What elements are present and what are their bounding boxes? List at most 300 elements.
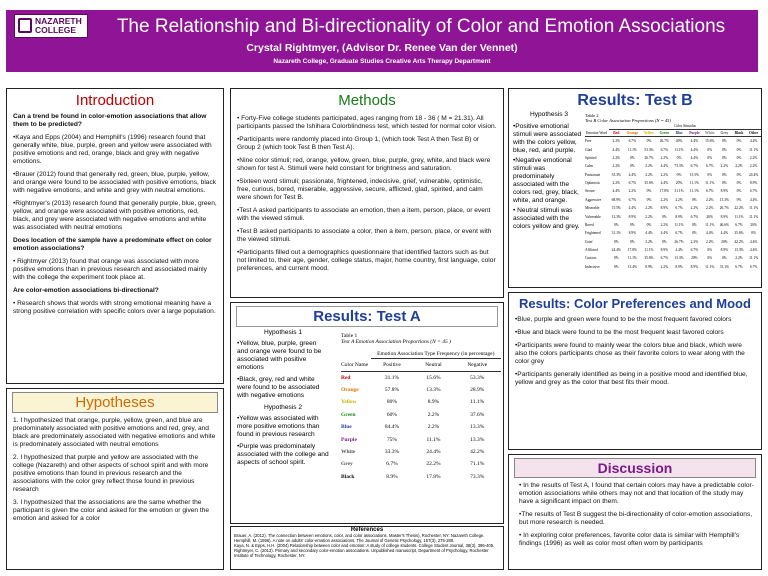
methods-item: •Sixteen word stimuli; passionate, frightened, indecisive, grief, vulnerable, optimistic, free, curious, bored, miserable, aggressive, secure, afflicted, glad, spirited, and calm were shown for Test B. <box>237 178 483 201</box>
hypotheses-panel <box>6 388 224 570</box>
poster-authors: Crystal Rightmyer, (Advisor Dr. Renee Van der Vennet) <box>246 42 518 54</box>
table-2-cell: 4.4% <box>645 231 653 236</box>
table-1-label: Table 1 <box>341 333 358 339</box>
preferences-item: •Blue, purple and green were found to be the most frequent favored colors <box>515 316 732 323</box>
results-b-title: Results: Test B <box>577 92 693 109</box>
table-2-cell: 11.1% <box>749 206 759 211</box>
table-1-cell: 8.9% <box>386 473 398 480</box>
table-2-cell: 13.3% <box>611 214 621 219</box>
table-1-cell: 28.9% <box>470 387 485 394</box>
table-2-cell: 13.3% <box>674 256 684 261</box>
table-1-cell: 84.4% <box>384 424 400 431</box>
table-2-cell: 20% <box>706 214 714 219</box>
emotion-word-cell: Miserable <box>585 206 600 211</box>
table-2-cell: 2.2% <box>612 181 621 186</box>
table-2-cell: 11.1% <box>689 189 699 194</box>
table-2-cell: 11.1% <box>749 256 759 261</box>
color-name-cell: Black <box>341 473 355 480</box>
table-2-cell: 6.7% <box>735 222 743 227</box>
table-2-color-header: Purple <box>689 131 700 135</box>
table-2-cell: 0% <box>736 197 742 202</box>
table-1-header: Positive <box>383 361 401 368</box>
table-2-cell: 6.7% <box>749 189 758 194</box>
table-1-row <box>341 396 501 408</box>
table-2-cell: 26.7% <box>659 139 669 144</box>
emotion-word-cell: Indecisive <box>585 264 600 269</box>
table-2-cell: 17.8% <box>627 248 638 253</box>
table-1-row <box>341 471 501 483</box>
table-2-cell: 6.7% <box>675 231 683 236</box>
table-2-cell: 0% <box>691 197 697 202</box>
table-2-caption: Test B Color Association Proportions (N = 45) <box>585 118 672 123</box>
table-2-cell: 8.9% <box>749 181 758 186</box>
emotion-word-cell: Calm <box>585 164 593 169</box>
methods-panel <box>230 88 504 298</box>
table-2-row <box>585 263 761 271</box>
hypothesis-1-label: Hypothesis 1 <box>263 329 303 336</box>
table-2-cell: 6.7% <box>690 214 699 219</box>
table-1-row <box>341 384 501 396</box>
results-a-title: Results: Test A <box>313 308 421 325</box>
table-1-cell: 42.2% <box>470 448 485 455</box>
table-2-cell: 31.1% <box>611 231 621 236</box>
table-2-cell: 6.7% <box>735 264 743 269</box>
table-2-row <box>585 137 761 146</box>
table-1-cell: 75% <box>386 436 398 443</box>
table-2-cell: 20% <box>750 222 757 227</box>
emotion-word-cell: Aggressive <box>585 197 602 202</box>
table-2-cell: 8.9% <box>645 264 653 269</box>
table-2-cell: 35.6% <box>644 256 654 261</box>
color-name-cell: Blue <box>341 424 352 431</box>
table-1-caption: Test A Emotion Association Proportions (N = 45 ) <box>341 339 451 345</box>
table-2-cell: 4.4% <box>749 139 758 144</box>
table-2-cell: 0% <box>736 181 742 186</box>
table-2-cell: 0% <box>661 214 667 219</box>
table-2-cell: 40% <box>675 139 683 144</box>
table-2-cell: 8.9% <box>720 189 729 194</box>
table-1-cell: 11.1% <box>470 399 485 406</box>
table-2-cell: 2.2% <box>749 164 758 169</box>
table-2-cell: 6.7% <box>628 139 637 144</box>
table-2-cell: 8.9% <box>628 231 637 236</box>
table-2-cell: 0% <box>629 164 635 169</box>
table-1-row <box>341 446 501 458</box>
table-2-color-header: Grey <box>720 131 729 135</box>
results-b-text: •Negative emotional stimuli was predominately associated with the colors red, grey, black, white, and orange. <box>513 157 579 204</box>
table-2-cell: 0% <box>613 239 619 244</box>
table-1-cell: 17.8% <box>426 473 441 480</box>
table-2-cell: 2.2% <box>690 206 699 211</box>
table-2-row <box>585 254 761 262</box>
hypothesis-item: 3. I hypothesized that the associations are the same whether the participant is given the color and asked for the emotion or given the emotion and asked for a color <box>13 499 210 522</box>
table-2-row-header: Emotion Word <box>586 130 608 135</box>
table-2-body <box>585 137 761 272</box>
table-2-cell: 4.4% <box>749 197 758 202</box>
methods-item: •Nine color stimuli; red, orange, yellow, green, blue, purple, grey, white, and black were shown for test A. Stimuli were held constant for brightness and saturation. <box>237 157 491 172</box>
methods-title: Methods <box>338 92 396 109</box>
table-2-cell: 11.1% <box>749 147 759 152</box>
table-2-row <box>585 246 761 254</box>
intro-paragraph: • Research shows that words with strong emotional meaning have a strong positive correlation with specific colors over a large population. <box>13 300 216 315</box>
table-2-cell: 0% <box>722 147 727 152</box>
table-2-cell: 2.2% <box>645 164 653 169</box>
table-1-row <box>341 433 501 445</box>
table-2-cell: 15.6% <box>705 139 715 144</box>
table-1-cell: 53.3% <box>470 374 485 381</box>
emotion-word-cell: Spirited <box>585 155 597 160</box>
table-1 <box>341 333 501 483</box>
table-2-cell: 0% <box>676 155 682 160</box>
color-name-cell: Red <box>341 374 351 381</box>
hypothesis-3-label: Hypothesis 3 <box>529 111 569 118</box>
emotion-word-cell: Bored <box>585 222 594 227</box>
table-2-cell: 4.4% <box>749 248 758 253</box>
results-b-text: • Neutral stimuli was associated with the colors yellow and grey. <box>513 207 580 230</box>
table-2-cell: 11.1% <box>627 147 637 152</box>
methods-item: • Forty-Five college students participated, ages ranging from 18 - 36 ( M = 21.31). All participants passed the Ishihara Colorblindness test, which tested for normal color vision. <box>237 115 497 130</box>
table-2-color-header: Black <box>734 131 744 135</box>
table-2-color-header: White <box>705 131 715 135</box>
table-2-cell: 4.4% <box>612 189 621 194</box>
table-2-cell: 4.4% <box>690 147 699 152</box>
college-logo <box>14 14 88 38</box>
discussion-panel <box>508 454 762 570</box>
preferences-item: •Blue and black were found to be the most frequent least favored colors <box>515 329 724 336</box>
color-name-cell: White <box>341 448 356 455</box>
emotion-word-cell: Glad <box>585 147 592 152</box>
table-2-cell: 8.9% <box>660 248 669 253</box>
table-2-cell: 0% <box>736 189 742 194</box>
methods-item: •Test B asked participants to associate a color, then a item, person, place, or event with the viewed stimuli. <box>237 228 492 243</box>
table-2-cell: 8.9% <box>675 214 683 219</box>
methods-item: •Participants filled out a demographics questionnaire that identified factors such as but not limited to, their age, gender, college status, major, home country, first language, color preferences, and current mood. <box>237 249 496 272</box>
table-2-cell: 6.7% <box>660 147 669 152</box>
table-1-header: Neutral <box>425 361 442 368</box>
table-1-cell: 22.2% <box>426 461 441 468</box>
table-2-cell: 68.9% <box>611 197 621 202</box>
reference-item: Rightmyer, C. (2013). Primary and secondary color-emotion associations. Unpublished manuscript, Department of Psychology, Rochester Institute of Technology, Rochester, NY. <box>234 548 489 558</box>
table-2-cell: 8.9% <box>660 206 669 211</box>
table-2-cell: 20% <box>675 181 683 186</box>
table-2-cell: 2.2% <box>612 155 621 160</box>
table-2-cell: 0% <box>629 155 635 160</box>
table-2-cell: 53.3% <box>611 172 621 177</box>
table-2-cell: 6.7% <box>628 197 637 202</box>
table-2-cell: 2.2% <box>690 239 699 244</box>
table-2-cell: 0% <box>646 197 652 202</box>
table-2-cell: 4.4% <box>628 206 637 211</box>
references-title: References <box>350 527 384 533</box>
table-2-cell: 15.5% <box>611 206 621 211</box>
table-2-cell: 2.2% <box>735 256 743 261</box>
table-2-cell: 4.4% <box>660 231 669 236</box>
table-2-cell: 0% <box>691 222 697 227</box>
table-2-cell: 11.1% <box>705 181 715 186</box>
table-1-cell: 73.3% <box>470 473 485 480</box>
table-2-cell: 0% <box>751 231 757 236</box>
table-2-cell: 20% <box>721 239 728 244</box>
table-2-color-header: Green <box>659 131 670 135</box>
table-1-cell: 31.1% <box>384 374 400 381</box>
table-2-cell: 8.9% <box>628 214 637 219</box>
methods-item: •Participants were randomly placed into Group 1, (which took Test A then Test B) or Group 2 (which took Test B then Test A). <box>237 136 480 151</box>
table-1-cell: 8.9% <box>427 399 440 406</box>
table-1-cell: 13.3% <box>426 387 441 394</box>
table-2-cell: 0% <box>736 172 742 177</box>
shield-icon <box>18 18 32 33</box>
intro-paragraph: •Rightmyer's (2013) research found that generally purple, blue, green, yellow, and orange were associated with positive emotions, red, black, and grey were associated with negative emotions and white was associated with neutral emotions <box>13 200 217 231</box>
intro-paragraph: • Rightmyer (2013) found that orange was associated with more positive emotions than in previous research and associated mainly with the college the experiment took place at. <box>13 258 207 281</box>
emotion-word-cell: Optimistic <box>585 181 601 186</box>
table-2-cell: 31.1% <box>674 189 684 194</box>
discussion-item: • In the results of Test A, I found that certain colors may have a predictable color-emotion associations while others may not and that location of the study may have a significant impact on them. <box>519 482 754 505</box>
table-2-col-group: Color Stimulus <box>609 123 761 130</box>
table-2-cell: 0% <box>707 172 713 177</box>
emotion-word-cell: Curious <box>585 256 597 261</box>
table-2-cell: 0% <box>736 139 742 144</box>
table-2-cell: 4.4% <box>660 164 669 169</box>
table-1-cell: 71.1% <box>470 461 485 468</box>
table-2-cell: 4.4% <box>720 231 729 236</box>
emotion-word-cell: Free <box>585 139 592 144</box>
table-2-cell: 11.1% <box>644 248 654 253</box>
reference-item: Brauer, A. (2012). The connection between emotions, color, and color associations. Master's Thesis), Rochester, NY: Nazareth College. <box>234 533 485 538</box>
preferences-item: •Participants were found to mainly wear the colors blue and black, which were also the colors participants chose as their favorite colors to wear along with the color grey <box>515 342 745 365</box>
table-1-cell: 6.7% <box>386 461 398 468</box>
table-2-cell: 2.2% <box>706 239 714 244</box>
table-1-row <box>341 371 501 384</box>
table-2-cell: 4.4% <box>749 239 758 244</box>
table-2-cell: 4.4% <box>628 172 637 177</box>
emotion-word-cell: Grief <box>585 239 593 244</box>
table-1-cell: 33.3% <box>384 448 400 455</box>
table-2-cell: 31.1% <box>719 264 730 269</box>
table-2-cell: 0% <box>646 222 652 227</box>
results-a-text: •Black, grey, red and white were found to be associated with negative emotions <box>237 376 320 399</box>
table-2-row <box>585 171 761 179</box>
table-2-row <box>585 196 761 204</box>
table-2-cell: 0% <box>646 189 652 194</box>
table-1-superheader: Emotion Association Type Frequency (in percentage) <box>371 350 501 359</box>
table-2-cell: 2.2% <box>749 155 758 160</box>
table-2-cell: 2.2% <box>628 189 637 194</box>
table-2-cell: 2.2% <box>720 164 729 169</box>
table-2-cell: 6.7% <box>690 248 699 253</box>
discussion-title: Discussion <box>597 460 673 476</box>
table-2 <box>585 113 761 271</box>
introduction-title: Introduction <box>75 92 155 109</box>
logo-line-2: COLLEGE <box>35 25 77 35</box>
table-2-cell: 11.1% <box>674 222 684 227</box>
table-2-cell: 22.2% <box>734 206 744 211</box>
table-2-cell: 6.7% <box>706 164 714 169</box>
table-2-cell: 0% <box>613 222 619 227</box>
table-2-cell: 17.8% <box>659 189 669 194</box>
table-2-cell: 0% <box>661 239 667 244</box>
intro-question-2: Does location of the sample have a predominate effect on color emotion associations? <box>13 237 212 252</box>
hypothesis-2-label: Hypothesis 2 <box>263 404 303 411</box>
hypothesis-item: 2. I hypothesized that purple and yellow are associated with the college (Nazareth) and other aspects of school spirit and with more positive emotions than found in previous research and the associations with the color grey reflect those found in previous research <box>13 454 209 493</box>
table-2-cell: 6.7% <box>690 164 699 169</box>
table-2-color-header: Other <box>749 131 759 135</box>
table-2-cell: 2.2% <box>706 197 714 202</box>
table-2-cell: 11.1% <box>674 147 684 152</box>
table-2-row <box>585 238 761 246</box>
table-1-cell: 13.3% <box>470 436 485 443</box>
table-2-row <box>585 187 761 195</box>
table-2-cell: 0% <box>722 172 727 177</box>
table-2-cell: 13.3% <box>734 248 744 253</box>
reference-item: Hemphill, M. (1996). A note on adults' color-emotion associations. The Journal of Genetic Psychology, 157(3), 275-280. <box>234 538 455 543</box>
table-2-cell: 2.2% <box>612 164 621 169</box>
table-2-cell: 0% <box>736 155 742 160</box>
table-2-cell: 4.4% <box>660 181 669 186</box>
table-2-cell: 0% <box>722 256 727 261</box>
table-1-cell: 11.1% <box>426 436 441 443</box>
preferences-title: Results: Color Preferences and Mood <box>519 296 751 311</box>
table-1-cell: 13.3% <box>470 424 485 431</box>
table-2-row <box>585 162 761 170</box>
table-2-cell: 6.7% <box>675 206 683 211</box>
table-1-cell: 37.6% <box>470 411 485 418</box>
table-2-cell: 26.7% <box>719 206 730 211</box>
table-2-cell: 13.3% <box>719 197 730 202</box>
table-2-row <box>585 221 761 229</box>
color-preferences-panel <box>508 292 762 450</box>
table-2-cell: 0% <box>722 181 727 186</box>
poster-department: Nazareth College, Graduate Studies Creative Arts Therapy Department <box>273 58 491 65</box>
color-name-cell: Yellow <box>341 399 357 406</box>
emotion-word-cell: Afflicted <box>585 248 598 253</box>
table-2-cell: 2.2% <box>735 164 743 169</box>
table-2-cell: 8.9% <box>675 264 683 269</box>
color-name-cell: Purple <box>341 436 357 443</box>
table-2-cell: 2.2% <box>612 139 621 144</box>
table-2-cell: 15.5% <box>689 172 700 177</box>
table-2-color-header: Red <box>613 131 620 135</box>
results-b-text: •Positive emotional stimuli were associated with the colors yellow, blue, red, and purple. <box>513 123 582 154</box>
table-1-header: Negative <box>467 361 488 368</box>
table-2-cell: 0% <box>676 172 682 177</box>
table-1-cell: 2.2% <box>427 424 440 431</box>
table-2-cell: 0% <box>722 139 727 144</box>
table-2-cell: 11.1% <box>734 214 744 219</box>
table-2-color-header: Yellow <box>643 131 655 135</box>
table-2-cell: 0% <box>646 139 652 144</box>
table-2-row <box>585 229 761 237</box>
table-2-cell: 2.2% <box>675 197 683 202</box>
table-2-cell: 2.2% <box>660 172 669 177</box>
table-2-cell: 6.7% <box>628 181 637 186</box>
table-2-row <box>585 212 761 220</box>
table-2-cell: 11.1% <box>627 256 637 261</box>
table-2-row <box>585 154 761 162</box>
table-1-header: Color Name <box>341 361 369 368</box>
preferences-item: •Participants generally identified as being in a positive mood and identified blue, yellow and grey as the color that best fits their mood. <box>515 371 748 386</box>
references-panel <box>230 526 504 570</box>
emotion-word-cell: Secure <box>585 189 595 194</box>
intro-paragraph: •Brauer (2012) found that generally red, green, blue, purple, yellow, and orange were found to be associated with positive emotions, black with negative emotions, and white and grey with neutral emotions. <box>13 171 217 194</box>
table-2-cell: 35.6% <box>734 231 744 236</box>
logo-line-1: NAZARETH <box>35 16 82 26</box>
emotion-word-cell: Frightened <box>585 231 601 236</box>
table-2-cell: 46.6% <box>719 222 730 227</box>
table-2-cell: 0% <box>613 264 619 269</box>
intro-question-1: Can a trend be found in color-emotion associations that allow them to be predicted? <box>13 113 207 128</box>
table-1-cell: 80% <box>386 399 398 406</box>
table-2-cell: 6.7% <box>660 256 669 261</box>
hypothesis-item: 1. I hypothesized that orange, purple, yellow, green, and blue are predominately associated with positive emotions and red, grey, and black are predominately associated with negative emotions and white is predominately associated with neutral emotions <box>13 417 216 448</box>
color-name-cell: Orange <box>341 387 359 394</box>
table-2-cell: 0% <box>629 222 635 227</box>
table-2-cell: 53.3% <box>644 147 654 152</box>
table-2-cell: 4.4% <box>690 155 699 160</box>
table-2-cell: 8.9% <box>720 214 729 219</box>
table-2-cell: 2.2% <box>645 206 653 211</box>
table-2-cell: 2.2% <box>660 222 669 227</box>
table-2-cell: 0% <box>707 155 713 160</box>
poster-header <box>6 10 758 72</box>
table-2-cell: 0% <box>707 256 713 261</box>
table-2-cell: 2.2% <box>660 155 669 160</box>
table-2-cell: 2.2% <box>706 206 714 211</box>
table-2-cell: 24.4% <box>611 248 621 253</box>
emotion-word-cell: Passionate <box>585 172 601 177</box>
table-2-cell: 2.2% <box>660 264 669 269</box>
table-2-cell: 8.9% <box>720 248 729 253</box>
table-2-row <box>585 145 761 153</box>
table-2-cell: 20% <box>691 256 698 261</box>
results-a-text: •Yellow was associated with more positive emotions than found in previous research <box>237 415 320 438</box>
results-test-a-panel <box>230 302 504 524</box>
table-2-cell: 6.7% <box>706 189 714 194</box>
table-1-body <box>341 371 501 483</box>
discussion-item: • In exploring color preferences, favorite color data is similar with Hemphill's findings (1996) as well as color most often worn by participants <box>519 532 740 547</box>
table-2-row <box>585 179 761 187</box>
color-name-cell: Grey <box>341 461 353 468</box>
table-1-cell: 2.2% <box>427 411 440 418</box>
table-2-color-header: Blue <box>675 131 683 135</box>
hypotheses-title: Hypotheses <box>75 394 155 411</box>
table-2-cell: 35.6% <box>644 181 654 186</box>
table-2-cell: 0% <box>707 147 713 152</box>
table-2-cell: 0% <box>629 239 635 244</box>
table-2-color-header: Orange <box>626 131 639 135</box>
color-name-cell: Green <box>341 411 356 418</box>
table-2-cell: 4.4% <box>690 139 699 144</box>
table-1-cell: 15.6% <box>426 374 441 381</box>
reference-item: Kaya, N. & Epps, H.H. (2004) Relationship between color and emotion: A study of college students. College Student Journal, 38(3), 396-405. <box>234 543 495 548</box>
intro-question-3: Are color-emotion associations bi-directional? <box>13 287 159 294</box>
discussion-item: •The results of Test B suggest the bi-directionality of color-emotion associations, but more research is needed. <box>519 511 753 526</box>
table-2-cell: 2.2% <box>660 197 669 202</box>
table-2-cell: 2.2% <box>645 172 653 177</box>
table-2-cell: 0% <box>722 155 727 160</box>
table-2-cell: 2.2% <box>645 214 653 219</box>
results-a-text: •Yellow, blue, purple, green and orange were found to be associated with positive emotions <box>237 340 322 371</box>
table-2-cell: 11.1% <box>749 214 759 219</box>
results-a-text: •Purple was predominately associated with the college and aspects of school spirit. <box>237 443 329 466</box>
table-2-cell: 13.4% <box>627 264 638 269</box>
table-1-row <box>341 409 501 421</box>
table-2-cell: 26.7% <box>644 155 654 160</box>
table-2-cell: 24.4% <box>749 172 759 177</box>
table-2-cell: 11.1% <box>705 264 715 269</box>
table-1-row <box>341 421 501 433</box>
table-2-cell: 11.1% <box>705 222 715 227</box>
table-2-cell: 26.7% <box>674 239 684 244</box>
